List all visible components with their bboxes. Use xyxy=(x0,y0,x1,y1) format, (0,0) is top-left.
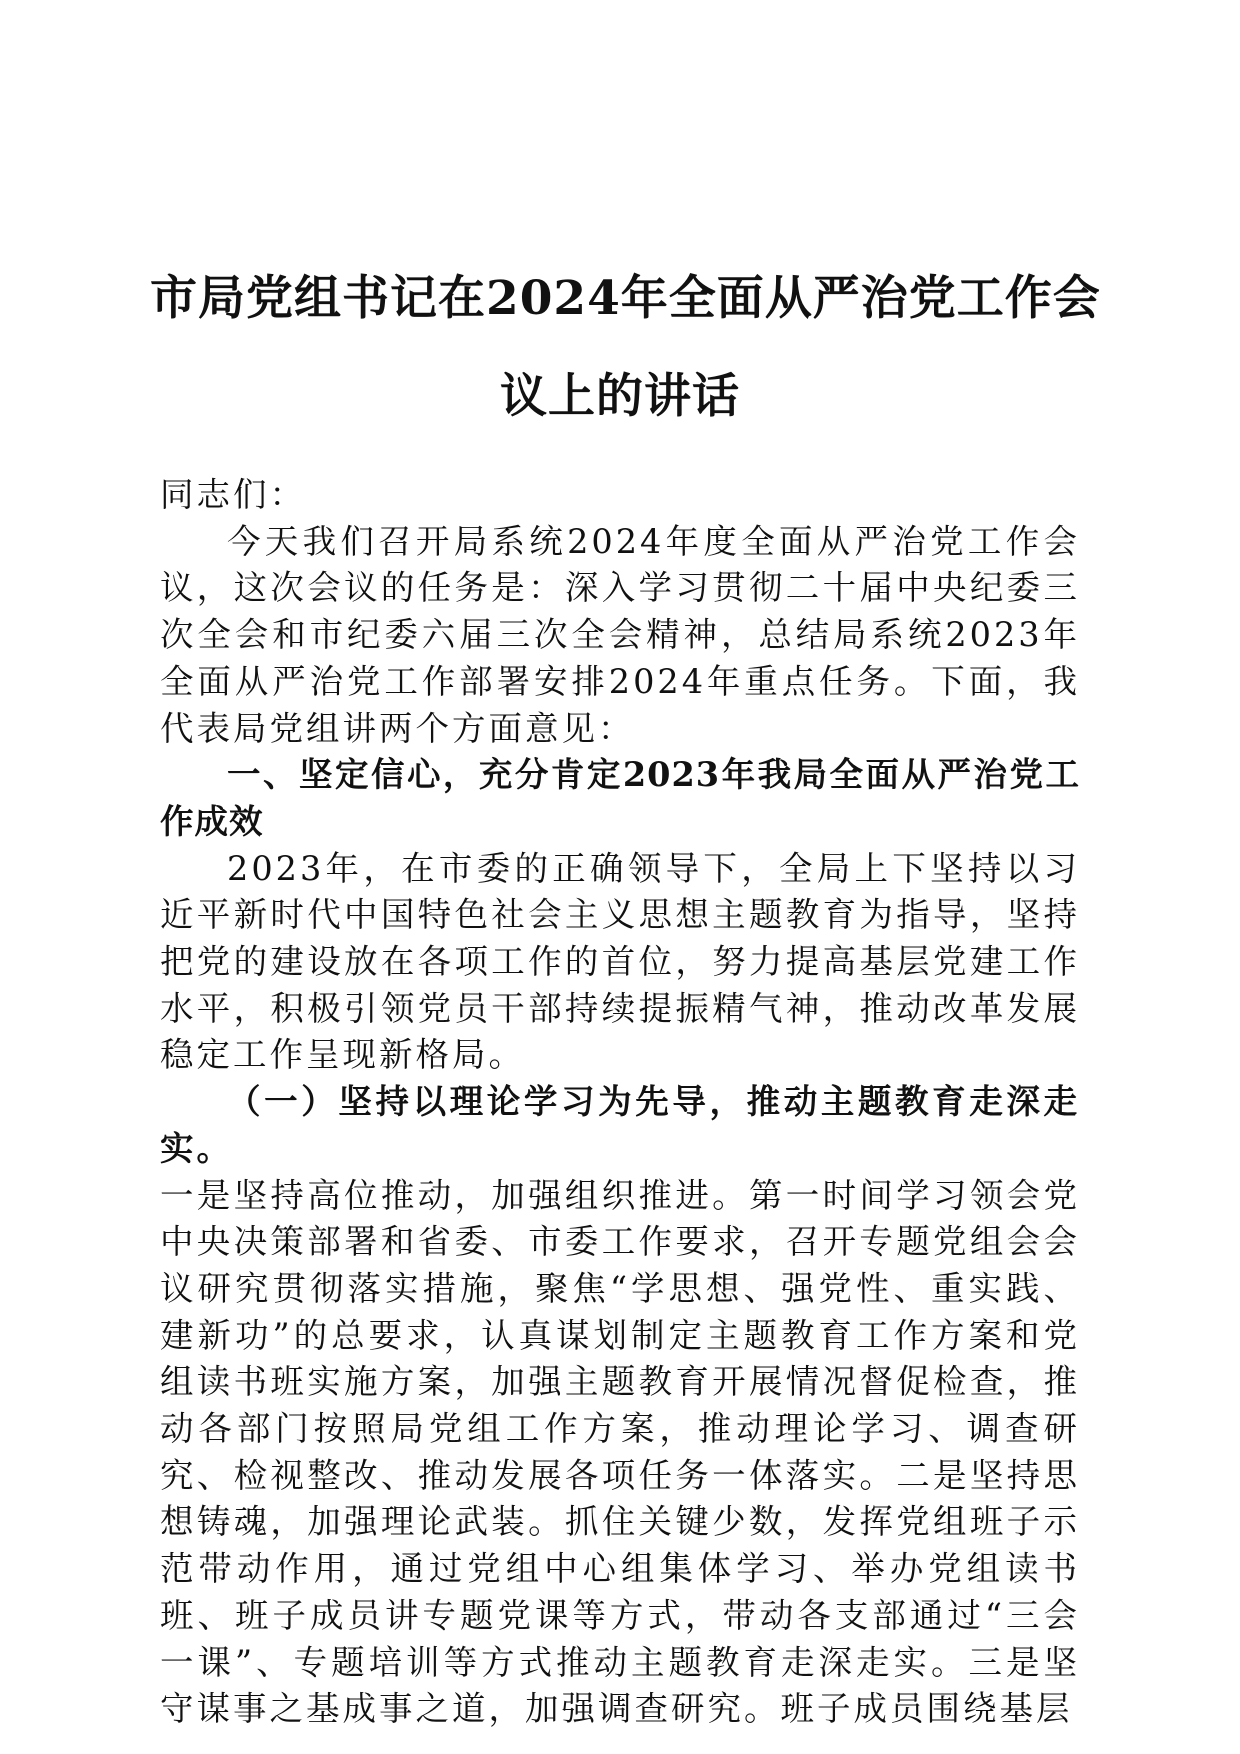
paragraph-intro: 今天我们召开局系统2024年度全面从严治党工作会议，这次会议的任务是：深入学习贯彻二十届中央纪委三次全会和市纪委六届三次全会精神，总结局系统2023年全面从严治党工作部署安排2024年重点任务。下面，我代表局党组讲两个方面意见： xyxy=(160,521,1080,748)
subsection-block-1 xyxy=(160,1079,1080,1172)
document-title xyxy=(150,250,1101,446)
section-heading-1: 一、坚定信心，充分肯定2023年我局全面从严治党工作成效 xyxy=(160,755,1080,841)
title-line-1: 市局党组书记在2024年全面从严治党工作会 xyxy=(150,271,1101,326)
subsection-heading-1: （一）坚持以理论学习为先导，推动主题教育走深走实。 xyxy=(160,1082,1080,1168)
paragraph-subsection-1: 一是坚持高位推动，加强组织推进。第一时间学习领会党中央决策部署和省委、市委工作要求，召开专题党组会会议研究贯彻落实措施，聚焦“学思想、强党性、重实践、建新功”的总要求，认真谋划制定主题教育工作方案和党组读书班实施方案，加强主题教育开展情况督促检查，推动各部门按照局党组工作方案，推动理论学习、调查研究、检视整改、推动发展各项任务一体落实。二是坚持思想铸魂，加强理论武装。抓住关键少数，发挥党组班子示范带动作用，通过党组中心组集体学习、举办党组读书班、班子成员讲专题党课等方式，带动各支部通过“三会一课”、专题培训等方式推动主题教育走深走实。三是坚守谋事之基成事之道，加强调查研究。班子成员围绕基层 xyxy=(160,1175,1080,1729)
document-body xyxy=(160,472,1080,1733)
salutation: 同志们： xyxy=(160,475,306,514)
paragraph-overview: 2023年，在市委的正确领导下，全局上下坚持以习近平新时代中国特色社会主义思想主题教育为指导，坚持把党的建设放在各项工作的首位，努力提高基层党建工作水平，积极引领党员干部持续提振精气神，推动改革发展稳定工作呈现新格局。 xyxy=(160,848,1080,1075)
title-line-2: 议上的讲话 xyxy=(500,369,740,424)
